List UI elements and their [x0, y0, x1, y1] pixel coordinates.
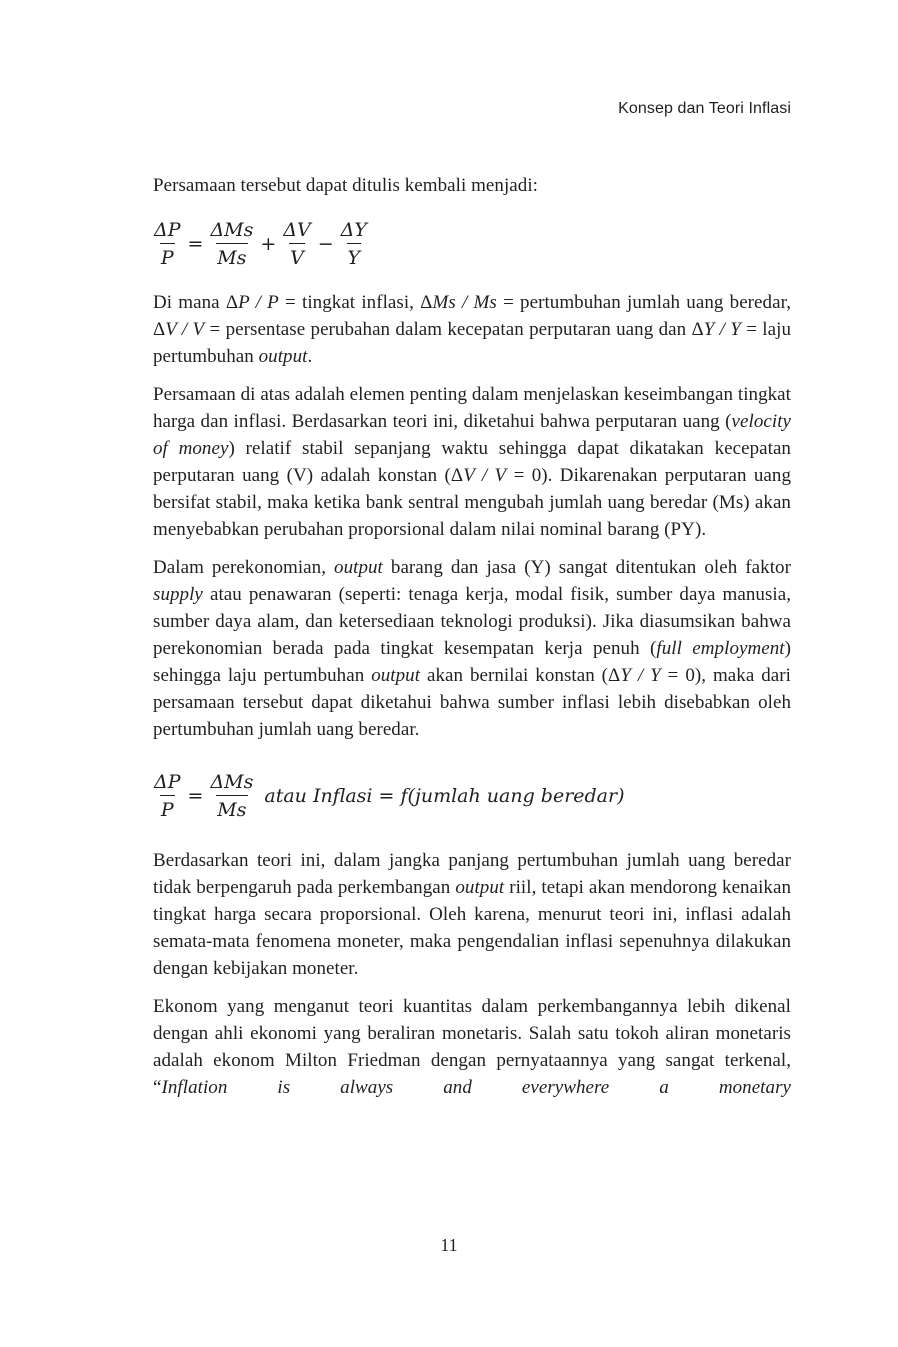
paragraph-output: Dalam perekonomian, output barang dan jasa (Y) sangat ditentukan oleh faktor supply atau penawaran (seperti: tenaga kerja, modal fisik, sumber daya manusia, sumber daya alam, dan ketersediaan teknologi produksi). Jika diasumsikan bahwa perekonomian berada pada tingkat kesempatan kerja penuh (full employment) sehingga laju pertumbuhan output akan bernilai konstan (ΔY / Y = 0), maka dari persamaan tersebut dapat diketahui bahwa sumber inflasi lebih disebabkan oleh pertumbuhan jumlah uang beredar. — [153, 557, 791, 740]
fraction-dy-y: $\frac{\Delta Y}{Y}$ — [340, 219, 367, 269]
page-number: 11 — [440, 1235, 458, 1255]
equation-inflation-text: atau Inflasi = f(jumlah uang beredar) — [264, 785, 625, 807]
page-body — [153, 172, 791, 1101]
minus-sign: − — [317, 233, 334, 255]
equation-quantity-theory — [153, 219, 791, 269]
running-head: Konsep dan Teori Inflasi — [618, 100, 791, 117]
equals-sign: = — [187, 233, 204, 255]
intro-paragraph: Persamaan tersebut dapat ditulis kembali menjadi: — [153, 175, 538, 196]
paragraph-velocity: Persamaan di atas adalah elemen penting dalam menjelaskan keseimbangan tingkat harga dan inflasi. Berdasarkan teori ini, diketahui bahwa perputaran uang (velocity of money) relatif stabil sepanjang waktu sehingga dapat dikatakan kecepatan perputaran uang (V) adalah konstan (ΔV / V = 0). Dikarenakan perputaran uang bersifat stabil, maka ketika bank sentral mengubah jumlah uang beredar (Ms) akan menyebabkan perubahan proporsional dalam nilai nominal barang (PY). — [153, 384, 791, 540]
plus-sign: + — [260, 233, 277, 255]
fraction-dp-p-2: $\frac{\Delta P}{P}$ — [154, 771, 181, 821]
paragraph-long-run: Berdasarkan teori ini, dalam jangka panjang pertumbuhan jumlah uang beredar tidak berpengaruh pada perkembangan output riil, tetapi akan mendorong kenaikan tingkat harga secara proporsional. Oleh karena, menurut teori ini, inflasi adalah semata-mata fenomena moneter, maka pengendalian inflasi sepenuhnya dilakukan dengan kebijakan moneter. — [153, 850, 792, 979]
fraction-dms-ms: $\frac{\text{ΔMs}}{Ms}$ — [210, 219, 254, 269]
equation-inflation-function — [153, 771, 791, 821]
fraction-dp-p: $\frac{\Delta P}{P}$ — [154, 219, 181, 269]
paragraph-definitions: Di mana ΔP / P = tingkat inflasi, ΔMs / Ms = pertumbuhan jumlah uang beredar, ΔV / V = persentase perubahan dalam kecepatan perputaran uang dan ΔY / Y = laju pertumbuhan output. — [153, 292, 791, 367]
fraction-dms-ms-2: $\frac{\text{ΔMs}}{Ms}$ — [210, 771, 254, 821]
fraction-dv-v: $\frac{\Delta V}{V}$ — [283, 219, 311, 269]
equals-sign-2: = — [187, 785, 204, 807]
paragraph-monetarist: Ekonom yang menganut teori kuantitas dalam perkembangannya lebih dikenal dengan ahli ekonomi yang beraliran monetaris. Salah satu tokoh aliran monetaris adalah ekonom Milton Friedman dengan pernyataannya yang sangat terkenal, “Inflation is always and everywhere a monetary — [153, 996, 791, 1098]
